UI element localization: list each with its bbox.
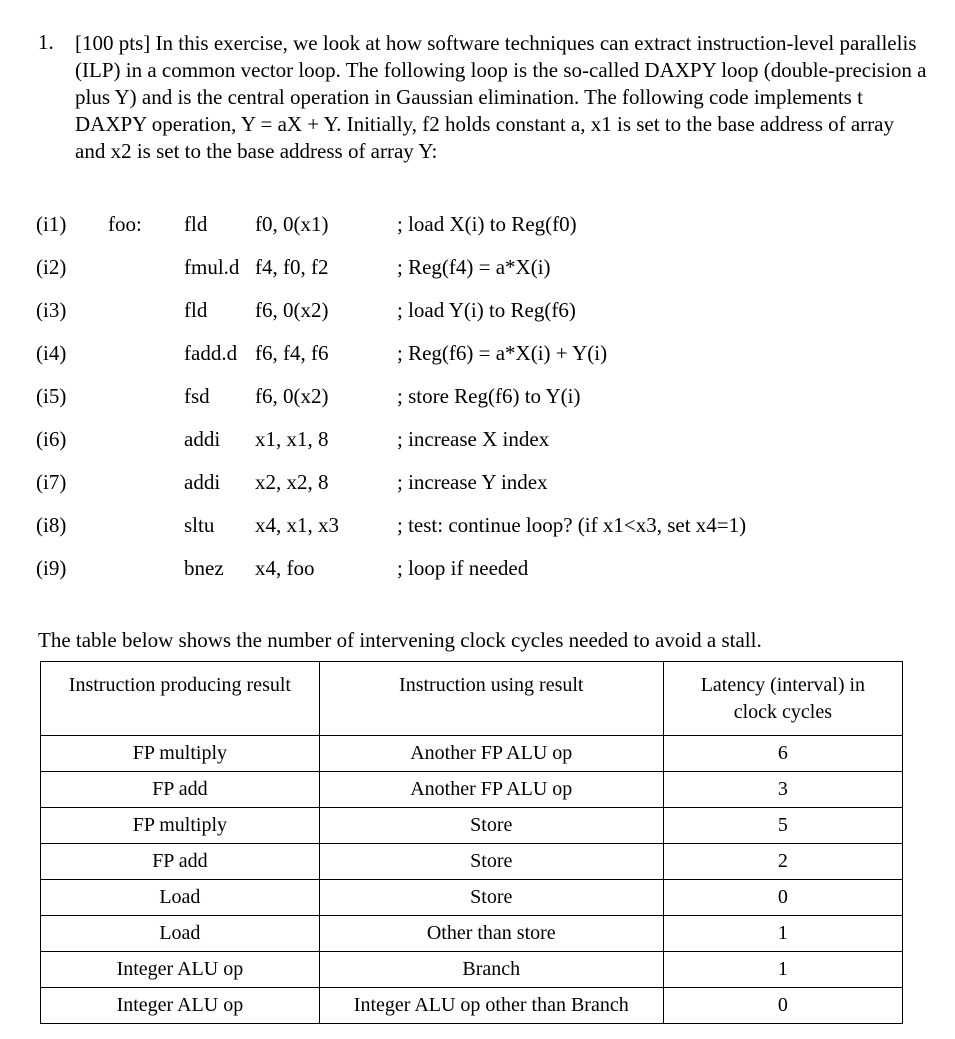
instruction-index: (i3) <box>36 298 67 322</box>
problem-line: [100 pts] In this exercise, we look at how software techniques can extract instruction-level parallelis <box>75 31 917 55</box>
code-line <box>36 384 796 410</box>
cell-producing: FP add <box>41 772 320 808</box>
cell-producing: Load <box>41 916 320 952</box>
instruction-comment: ; increase X index <box>397 427 550 451</box>
latency-table <box>40 661 903 1024</box>
instruction-opcode: fadd.d <box>184 341 238 365</box>
cell-producing: Integer ALU op <box>41 952 320 988</box>
cell-using: Integer ALU op other than Branch <box>319 988 663 1024</box>
cell-latency: 0 <box>663 988 902 1024</box>
instruction-index: (i2) <box>36 255 67 279</box>
cell-latency: 2 <box>663 844 902 880</box>
instruction-opcode: addi <box>184 470 221 494</box>
cell-latency: 5 <box>663 808 902 844</box>
code-line <box>36 470 796 496</box>
instruction-opcode: fsd <box>184 384 210 408</box>
cell-using: Store <box>319 844 663 880</box>
problem-line: DAXPY operation, Y = aX + Y. Initially, f2 holds constant a, x1 is set to the base address of array <box>75 112 894 136</box>
table-row <box>41 808 903 844</box>
instruction-comment: ; Reg(f4) = a*X(i) <box>397 255 551 279</box>
cell-latency: 6 <box>663 736 902 772</box>
code-line <box>36 513 796 539</box>
code-line <box>36 341 796 367</box>
instruction-opcode: fld <box>184 212 208 236</box>
table-row <box>41 916 903 952</box>
instruction-comment: ; load X(i) to Reg(f0) <box>397 212 577 236</box>
cell-using: Another FP ALU op <box>319 736 663 772</box>
table-row <box>41 988 903 1024</box>
instruction-operands: f6, 0(x2) <box>255 384 329 408</box>
code-line <box>36 212 796 238</box>
instruction-index: (i7) <box>36 470 67 494</box>
cell-producing: Load <box>41 880 320 916</box>
cell-producing: Integer ALU op <box>41 988 320 1024</box>
table-row <box>41 736 903 772</box>
cell-using: Other than store <box>319 916 663 952</box>
problem-number: 1. <box>38 30 54 54</box>
code-line <box>36 556 796 582</box>
instruction-opcode: fld <box>184 298 208 322</box>
table-row <box>41 952 903 988</box>
instruction-comment: ; loop if needed <box>397 556 529 580</box>
instruction-comment: ; test: continue loop? (if x1<x3, set x4=1) <box>397 513 747 537</box>
instruction-opcode: fmul.d <box>184 255 240 279</box>
problem-text <box>75 30 955 165</box>
cell-producing: FP multiply <box>41 808 320 844</box>
instruction-operands: f6, 0(x2) <box>255 298 329 322</box>
instruction-index: (i4) <box>36 341 67 365</box>
instruction-index: (i8) <box>36 513 67 537</box>
problem-line: (ILP) in a common vector loop. The following loop is the so-called DAXPY loop (double-precision a <box>75 58 927 82</box>
cell-using: Another FP ALU op <box>319 772 663 808</box>
problem-statement <box>38 30 955 165</box>
header-latency-text: Latency (interval) in clock cycles <box>700 674 866 723</box>
table-row <box>41 844 903 880</box>
cell-latency: 1 <box>663 916 902 952</box>
instruction-comment: ; store Reg(f6) to Y(i) <box>397 384 581 408</box>
header-producing: Instruction producing result <box>41 662 320 736</box>
cell-using: Branch <box>319 952 663 988</box>
instruction-label: foo: <box>108 212 142 236</box>
table-row <box>41 772 903 808</box>
instruction-operands: f0, 0(x1) <box>255 212 329 236</box>
cell-using: Store <box>319 880 663 916</box>
instruction-operands: x4, x1, x3 <box>255 513 339 537</box>
instruction-operands: x2, x2, 8 <box>255 470 329 494</box>
code-line <box>36 255 796 281</box>
cell-latency: 1 <box>663 952 902 988</box>
instruction-index: (i5) <box>36 384 67 408</box>
problem-line: and x2 is set to the base address of array Y: <box>75 139 438 163</box>
cell-latency: 0 <box>663 880 902 916</box>
instruction-operands: x4, foo <box>255 556 315 580</box>
instruction-index: (i1) <box>36 212 67 236</box>
instruction-comment: ; load Y(i) to Reg(f6) <box>397 298 576 322</box>
table-row <box>41 880 903 916</box>
cell-producing: FP multiply <box>41 736 320 772</box>
table-header-row <box>41 662 903 736</box>
instruction-index: (i9) <box>36 556 67 580</box>
instruction-comment: ; Reg(f6) = a*X(i) + Y(i) <box>397 341 608 365</box>
header-latency <box>663 662 902 736</box>
code-line <box>36 298 796 324</box>
instruction-operands: f4, f0, f2 <box>255 255 329 279</box>
table-caption: The table below shows the number of intervening clock cycles needed to avoid a stall. <box>38 628 762 652</box>
cell-producing: FP add <box>41 844 320 880</box>
instruction-opcode: bnez <box>184 556 224 580</box>
problem-line: plus Y) and is the central operation in Gaussian elimination. The following code implements t <box>75 85 863 109</box>
code-line <box>36 427 796 453</box>
instruction-index: (i6) <box>36 427 67 451</box>
header-using: Instruction using result <box>319 662 663 736</box>
instruction-opcode: sltu <box>184 513 215 537</box>
instruction-operands: x1, x1, 8 <box>255 427 329 451</box>
instruction-operands: f6, f4, f6 <box>255 341 329 365</box>
cell-latency: 3 <box>663 772 902 808</box>
instruction-comment: ; increase Y index <box>397 470 548 494</box>
cell-using: Store <box>319 808 663 844</box>
instruction-opcode: addi <box>184 427 221 451</box>
